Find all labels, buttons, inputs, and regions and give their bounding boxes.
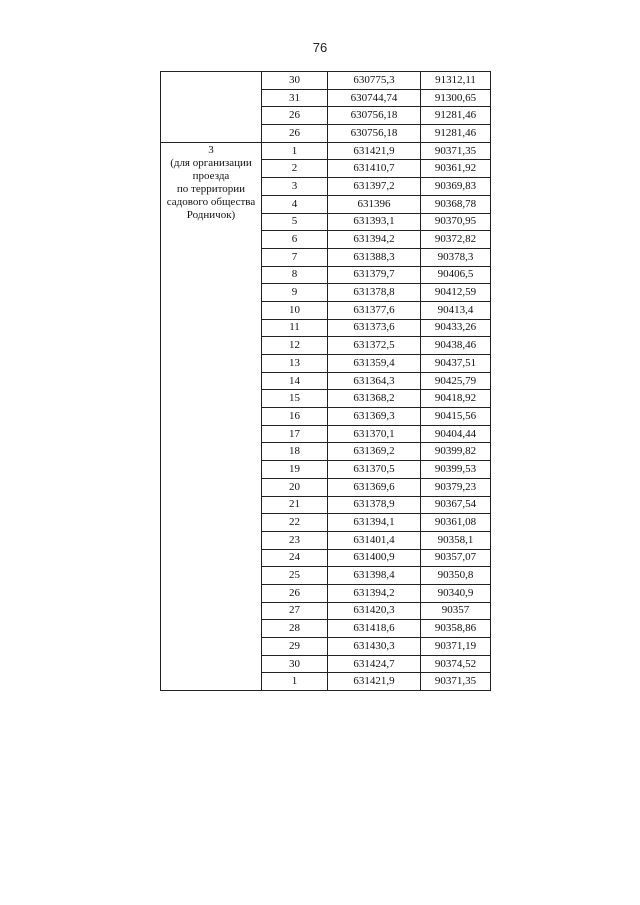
- point-number-cell: 11: [262, 319, 328, 337]
- point-number-cell: 13: [262, 355, 328, 373]
- point-number-cell: 12: [262, 337, 328, 355]
- x-coordinate-cell: 631377,6: [328, 301, 421, 319]
- point-number-cell: 30: [262, 72, 328, 90]
- y-coordinate-cell: 90404,44: [421, 425, 491, 443]
- x-coordinate-cell: 631368,2: [328, 390, 421, 408]
- y-coordinate-cell: 91281,46: [421, 125, 491, 143]
- section-description-line: (для организации: [170, 156, 252, 169]
- point-number-cell: 30: [262, 655, 328, 673]
- x-coordinate-cell: 631420,3: [328, 602, 421, 620]
- y-coordinate-cell: 90368,78: [421, 195, 491, 213]
- point-number-cell: 29: [262, 638, 328, 656]
- y-coordinate-cell: 90358,1: [421, 531, 491, 549]
- x-coordinate-cell: 631372,5: [328, 337, 421, 355]
- y-coordinate-cell: 90378,3: [421, 248, 491, 266]
- x-coordinate-cell: 630756,18: [328, 107, 421, 125]
- x-coordinate-cell: 631398,4: [328, 567, 421, 585]
- y-coordinate-cell: 90399,53: [421, 461, 491, 479]
- point-number-cell: 6: [262, 231, 328, 249]
- y-coordinate-cell: 90361,92: [421, 160, 491, 178]
- point-number-cell: 16: [262, 408, 328, 426]
- point-number-cell: 2: [262, 160, 328, 178]
- y-coordinate-cell: 91281,46: [421, 107, 491, 125]
- point-number-cell: 26: [262, 107, 328, 125]
- point-number-cell: 21: [262, 496, 328, 514]
- x-coordinate-cell: 631418,6: [328, 620, 421, 638]
- x-coordinate-cell: 631393,1: [328, 213, 421, 231]
- x-coordinate-cell: 631364,3: [328, 372, 421, 390]
- x-coordinate-cell: 630744,74: [328, 89, 421, 107]
- y-coordinate-cell: 90418,92: [421, 390, 491, 408]
- section-cell-empty: [161, 72, 262, 143]
- point-number-cell: 23: [262, 531, 328, 549]
- y-coordinate-cell: 90361,08: [421, 514, 491, 532]
- y-coordinate-cell: 90399,82: [421, 443, 491, 461]
- x-coordinate-cell: 631379,7: [328, 266, 421, 284]
- y-coordinate-cell: 90371,35: [421, 673, 491, 691]
- coordinates-table-body: [161, 72, 491, 691]
- y-coordinate-cell: 90379,23: [421, 478, 491, 496]
- x-coordinate-cell: 630775,3: [328, 72, 421, 90]
- table-row: [161, 142, 491, 160]
- coordinates-table: [160, 71, 491, 691]
- x-coordinate-cell: 630756,18: [328, 125, 421, 143]
- point-number-cell: 1: [262, 142, 328, 160]
- x-coordinate-cell: 631378,9: [328, 496, 421, 514]
- x-coordinate-cell: 631373,6: [328, 319, 421, 337]
- point-number-cell: 9: [262, 284, 328, 302]
- y-coordinate-cell: 90413,4: [421, 301, 491, 319]
- table-row: [161, 72, 491, 90]
- point-number-cell: 20: [262, 478, 328, 496]
- x-coordinate-cell: 631394,1: [328, 514, 421, 532]
- y-coordinate-cell: 90357,07: [421, 549, 491, 567]
- section-description-line: проезда: [192, 169, 230, 182]
- point-number-cell: 7: [262, 248, 328, 266]
- y-coordinate-cell: 90406,5: [421, 266, 491, 284]
- y-coordinate-cell: 90371,35: [421, 142, 491, 160]
- y-coordinate-cell: 90370,95: [421, 213, 491, 231]
- y-coordinate-cell: 90412,59: [421, 284, 491, 302]
- x-coordinate-cell: 631396: [328, 195, 421, 213]
- point-number-cell: 26: [262, 584, 328, 602]
- x-coordinate-cell: 631421,9: [328, 673, 421, 691]
- x-coordinate-cell: 631424,7: [328, 655, 421, 673]
- x-coordinate-cell: 631401,4: [328, 531, 421, 549]
- section-description-line: 3: [208, 143, 214, 156]
- point-number-cell: 3: [262, 178, 328, 196]
- y-coordinate-cell: 91300,65: [421, 89, 491, 107]
- point-number-cell: 8: [262, 266, 328, 284]
- point-number-cell: 17: [262, 425, 328, 443]
- y-coordinate-cell: 90340,9: [421, 584, 491, 602]
- x-coordinate-cell: 631388,3: [328, 248, 421, 266]
- y-coordinate-cell: 90438,46: [421, 337, 491, 355]
- point-number-cell: 25: [262, 567, 328, 585]
- y-coordinate-cell: 90372,82: [421, 231, 491, 249]
- point-number-cell: 4: [262, 195, 328, 213]
- point-number-cell: 26: [262, 125, 328, 143]
- point-number-cell: 14: [262, 372, 328, 390]
- y-coordinate-cell: 90369,83: [421, 178, 491, 196]
- point-number-cell: 15: [262, 390, 328, 408]
- x-coordinate-cell: 631394,2: [328, 584, 421, 602]
- x-coordinate-cell: 631397,2: [328, 178, 421, 196]
- y-coordinate-cell: 90437,51: [421, 355, 491, 373]
- point-number-cell: 22: [262, 514, 328, 532]
- x-coordinate-cell: 631369,3: [328, 408, 421, 426]
- x-coordinate-cell: 631369,2: [328, 443, 421, 461]
- section-description-line: по территории: [176, 182, 246, 195]
- section-description-cell: [161, 142, 262, 690]
- y-coordinate-cell: 90350,8: [421, 567, 491, 585]
- point-number-cell: 24: [262, 549, 328, 567]
- point-number-cell: 10: [262, 301, 328, 319]
- y-coordinate-cell: 91312,11: [421, 72, 491, 90]
- x-coordinate-cell: 631421,9: [328, 142, 421, 160]
- point-number-cell: 1: [262, 673, 328, 691]
- x-coordinate-cell: 631369,6: [328, 478, 421, 496]
- page-number: 76: [312, 40, 328, 55]
- y-coordinate-cell: 90374,52: [421, 655, 491, 673]
- y-coordinate-cell: 90367,54: [421, 496, 491, 514]
- x-coordinate-cell: 631378,8: [328, 284, 421, 302]
- point-number-cell: 5: [262, 213, 328, 231]
- x-coordinate-cell: 631370,5: [328, 461, 421, 479]
- point-number-cell: 28: [262, 620, 328, 638]
- x-coordinate-cell: 631410,7: [328, 160, 421, 178]
- point-number-cell: 27: [262, 602, 328, 620]
- point-number-cell: 18: [262, 443, 328, 461]
- y-coordinate-cell: 90433,26: [421, 319, 491, 337]
- y-coordinate-cell: 90415,56: [421, 408, 491, 426]
- y-coordinate-cell: 90425,79: [421, 372, 491, 390]
- x-coordinate-cell: 631400,9: [328, 549, 421, 567]
- point-number-cell: 31: [262, 89, 328, 107]
- section-description-line: садового общества: [166, 195, 256, 208]
- point-number-cell: 19: [262, 461, 328, 479]
- y-coordinate-cell: 90371,19: [421, 638, 491, 656]
- x-coordinate-cell: 631430,3: [328, 638, 421, 656]
- y-coordinate-cell: 90357: [421, 602, 491, 620]
- x-coordinate-cell: 631394,2: [328, 231, 421, 249]
- x-coordinate-cell: 631359,4: [328, 355, 421, 373]
- x-coordinate-cell: 631370,1: [328, 425, 421, 443]
- section-description-line: Родничок): [186, 208, 236, 221]
- y-coordinate-cell: 90358,86: [421, 620, 491, 638]
